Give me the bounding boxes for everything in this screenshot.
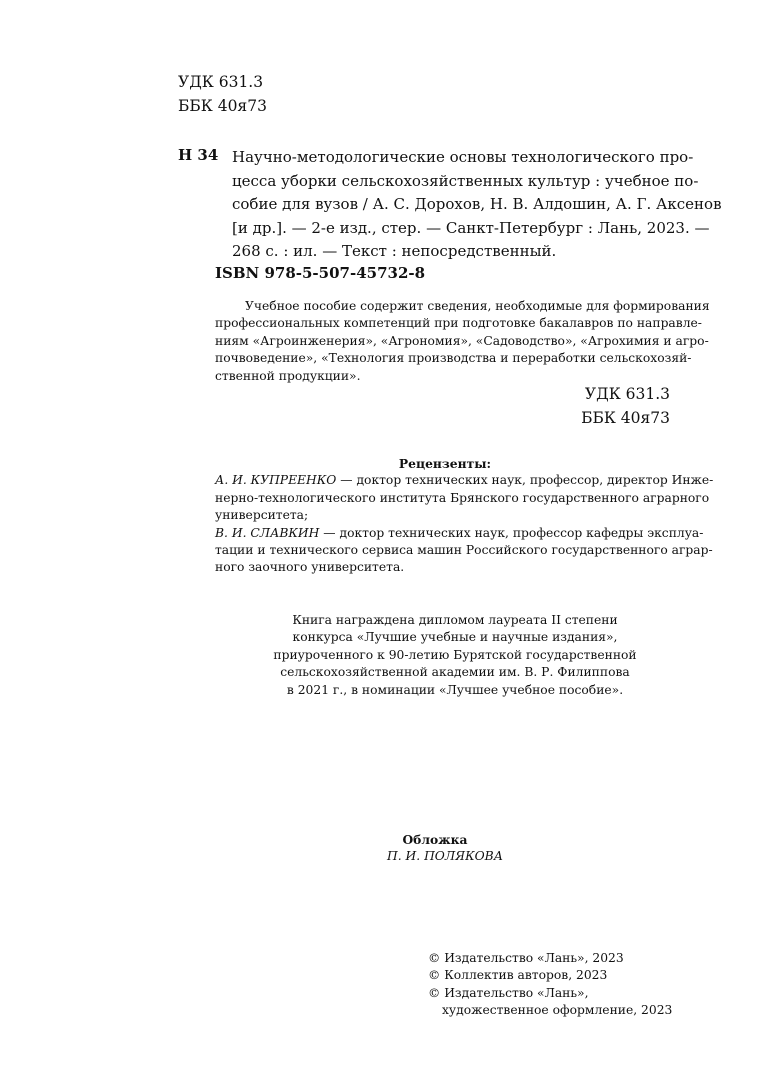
codes-top <box>178 70 267 118</box>
award-line: конкурса «Лучшие учебные и научные издания», <box>292 630 618 645</box>
bbk-code: ББК 40я73 <box>178 97 267 115</box>
copyright-line: © Издательство «Лань», <box>428 985 589 1000</box>
annotation-line: профессиональных компетенций при подготовке бакалавров по направле- <box>215 316 702 331</box>
reviewer-1 <box>215 472 714 489</box>
codes-right <box>581 382 670 430</box>
annotation <box>215 298 710 385</box>
udk-code: УДК 631.3 <box>584 385 670 403</box>
award-line: в 2021 г., в номинации «Лучшее учебное пособие». <box>286 682 624 697</box>
reviewer-1-line: нерно-технологического института Брянского государственного аграрного <box>215 490 710 505</box>
annotation-line: ниям «Агроинженерия», «Агрономия», «Садоводство», «Агрохимия и агро- <box>215 333 709 348</box>
reviewers <box>215 455 714 577</box>
copyright-line: © Коллектив авторов, 2023 <box>428 968 608 983</box>
isbn: ISBN 978-5-507-45732-8 <box>215 264 426 282</box>
reviewer-1-name: А. И. КУПРЕЕНКО <box>215 473 337 488</box>
biblio-line: Научно-методологические основы технологического про- <box>232 148 694 166</box>
reviewer-1-line: университета; <box>215 508 309 523</box>
award-line: сельскохозяйственной академии им. В. Р. Филиппова <box>280 665 630 680</box>
udk-code: УДК 631.3 <box>178 73 264 91</box>
reviewer-2 <box>215 525 704 542</box>
biblio-line: собие для вузов / А. С. Дорохов, Н. В. Алдошин, А. Г. Аксенов <box>232 195 722 214</box>
award-note <box>215 612 695 699</box>
bibliographic-description <box>232 146 722 264</box>
cover-credit <box>215 831 695 866</box>
reviewers-title: Рецензенты: <box>398 456 492 471</box>
author-sign: Н 34 <box>178 146 219 164</box>
reviewer-2-line: ного заочного университета. <box>215 560 405 575</box>
copyright-line: © Издательство «Лань», 2023 <box>428 951 624 965</box>
award-line: приуроченного к 90-летию Бурятской государственной <box>273 647 637 662</box>
reviewer-2-line: тации и технического сервиса машин Российского государственного аграр- <box>215 543 713 558</box>
cover-label: Обложка <box>402 832 468 847</box>
biblio-line: цесса уборки сельскохозяйственных культур : учебное по- <box>232 171 699 190</box>
reviewer-2-name: В. И. СЛАВКИН <box>215 525 320 540</box>
annotation-line: Учебное пособие содержит сведения, необходимые для формирования <box>245 299 710 313</box>
annotation-line: ственной продукции». <box>215 368 361 383</box>
bbk-code: ББК 40я73 <box>581 409 670 427</box>
cover-designer: П. И. ПОЛЯКОВА <box>386 849 504 864</box>
reviewer-1-text: — доктор технических наук, профессор, директор Инже- <box>336 473 714 488</box>
biblio-line: [и др.]. — 2-е изд., стер. — Санкт-Петербург : Лань, 2023. — <box>232 218 710 237</box>
reviewer-2-text: — доктор технических наук, профессор кафедры эксплуа- <box>319 525 704 540</box>
award-line: Книга награждена дипломом лауреата II степени <box>292 613 618 627</box>
copyright-block <box>428 950 672 1020</box>
copyright-line: художественное оформление, 2023 <box>442 1003 673 1018</box>
annotation-line: почвоведение», «Технология производства и переработки сельскохозяй- <box>215 351 692 366</box>
biblio-line: 268 с. : ил. — Текст : непосредственный. <box>232 242 557 261</box>
